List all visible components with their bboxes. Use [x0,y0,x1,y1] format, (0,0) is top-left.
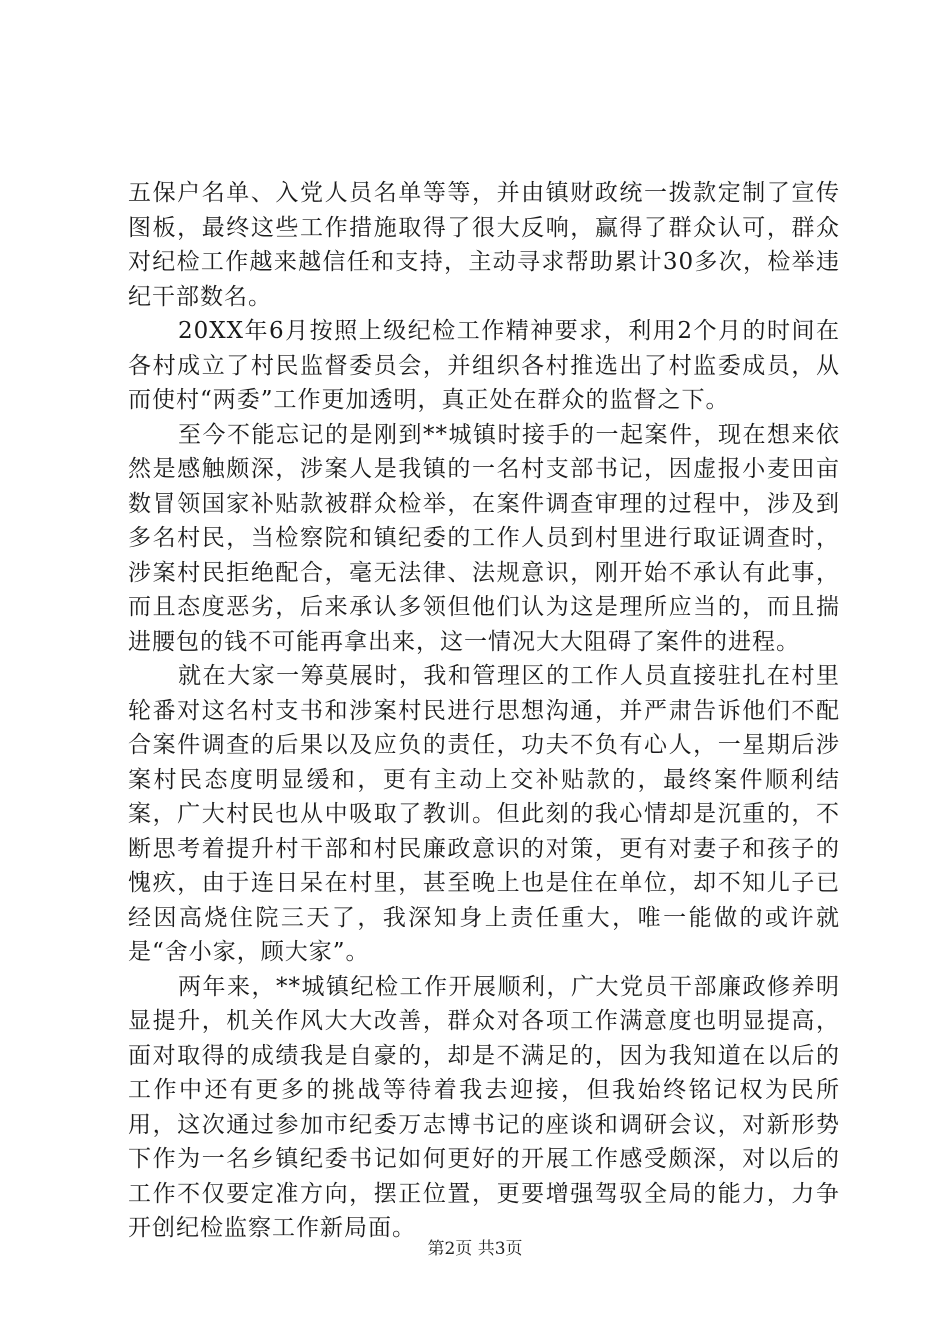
paragraph-4: 就在大家一筹莫展时，我和管理区的工作人员直接驻扎在村里轮番对这名村支书和涉案村民进行思想沟通，并严肃告诉他们不配合案件调查的后果以及应负的责任，功夫不负有心人，一星期后涉案村民态度明显缓和，更有主动上交补贴款的，最终案件顺利结案，广大村民也从中吸取了教训。但此刻的我心情却是沉重的，不断思考着提升村干部和村民廉政意识的对策，更有对妻子和孩子的愧疚，由于连日呆在村里，甚至晚上也是住在单位，却不知儿子已经因高烧住院三天了，我深知身上责任重大，唯一能做的或许就是“舍小家，顾大家”。 [128,663,840,965]
paragraph-1: 五保户名单、入党人员名单等等，并由镇财政统一拨款定制了宣传图板，最终这些工作措施取得了很大反响，赢得了群众认可，群众对纪检工作越来越信任和支持，主动寻求帮助累计30多次，检举违纪干部数名。 [128,180,840,310]
paragraph-3: 至今不能忘记的是刚到**城镇时接手的一起案件，现在想来依然是感触颇深，涉案人是我镇的一名村支部书记，因虚报小麦田亩数冒领国家补贴款被群众检举，在案件调查审理的过程中，涉及到多名村民，当检察院和镇纪委的工作人员到村里进行取证调查时，涉案村民拒绝配合，毫无法律、法规意识，刚开始不承认有此事，而且态度恶劣，后来承认多领但他们认为这是理所应当的，而且揣进腰包的钱不可能再拿出来，这一情况大大阻碍了案件的进程。 [128,421,840,655]
paragraph-5: 两年来，**城镇纪检工作开展顺利，广大党员干部廉政修养明显提升，机关作风大大改善，群众对各项工作满意度也明显提高，面对取得的成绩我是自豪的，却是不满足的，因为我知道在以后的工作中还有更多的挑战等待着我去迎接，但我始终铭记权为民所用，这次通过参加市纪委万志博书记的座谈和调研会议，对新形势下作为一名乡镇纪委书记如何更好的开展工作感受颇深，对以后的工作不仅要定准方向，摆正位置，更要增强驾驭全局的能力，力争开创纪检监察工作新局面。 [128,973,840,1241]
paragraph-2: 20XX年6月按照上级纪检工作精神要求，利用2个月的时间在各村成立了村民监督委员会，并组织各村推选出了村监委成员，从而使村“两委”工作更加透明，真正处在群众的监督之下。 [128,318,840,413]
page-number-footer: 第2页 共3页 [427,1239,523,1259]
document-body [128,176,840,1246]
